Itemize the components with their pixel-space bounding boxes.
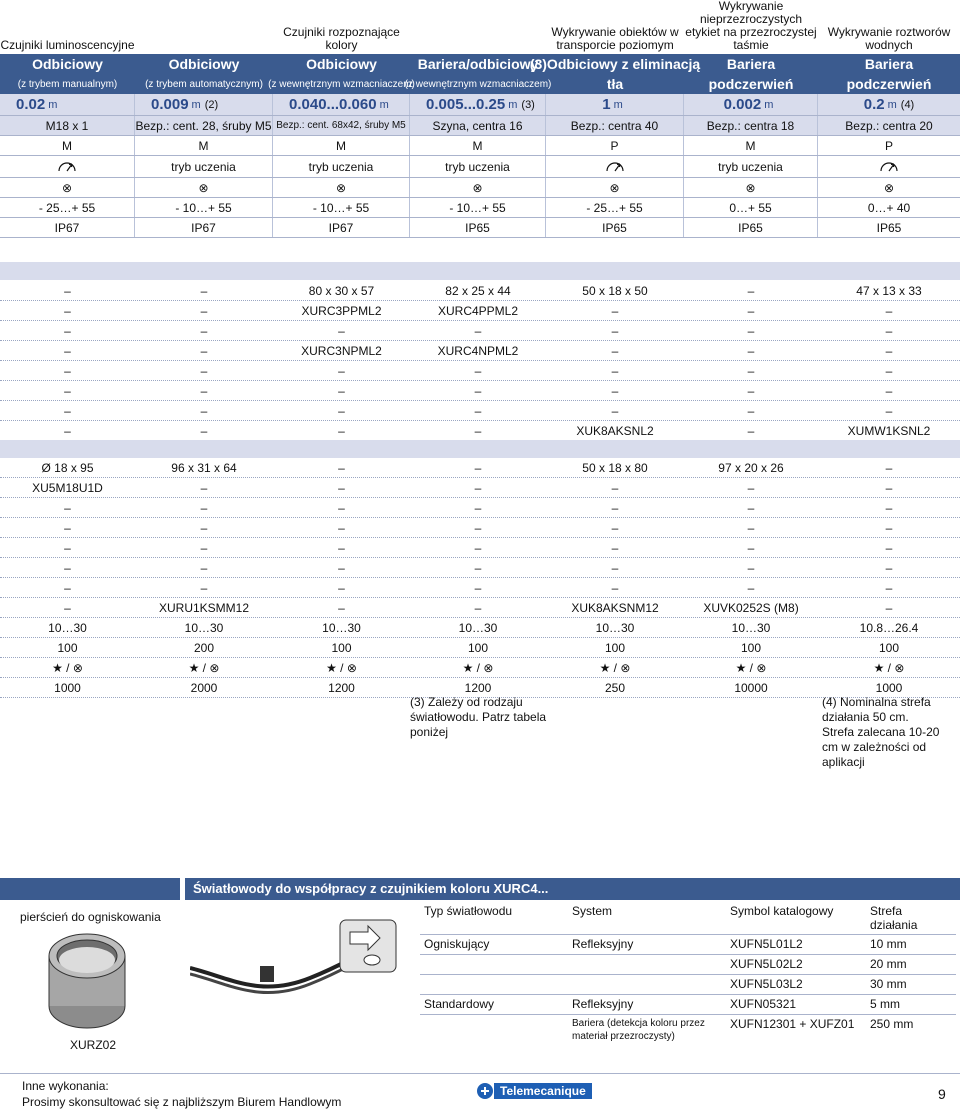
table-row [0,458,960,478]
range-cell: 0.002 m [684,94,818,115]
table-cell: XURC3NPML2 [301,343,382,358]
housing-cell: Bezp.: cent. 68x42, śruby M5 [273,116,410,135]
table-cell: – [64,383,71,398]
table-cell: – [338,480,345,495]
table-cell: – [200,323,208,338]
table-row [0,401,960,421]
table-cell: – [64,520,71,535]
type-row [0,54,960,74]
table-cell: – [747,343,755,358]
table-row [0,341,960,361]
footer-divider [0,1073,960,1074]
mode-cell: (z wewnętrznym wzmacniaczem) [268,78,415,90]
table-cell [568,955,726,975]
ip-cell: IP65 [410,218,546,237]
temperature-row [0,198,960,218]
ring-label: pierścień do ogniskowania [20,910,161,924]
cross-circle-icon: ⊗ [546,178,684,197]
table-cell: – [885,460,893,475]
column-headers [0,0,960,54]
table-cell: – [474,540,482,555]
table-cell: XUFN12301 + XUFZ01 [730,1017,855,1031]
teach-cell: tryb uczenia [684,156,818,177]
table-cell: – [885,600,893,615]
table-cell: 100 [604,640,626,655]
col-header-3: Czujniki rozpoznające kolory [283,25,400,52]
table-cell: – [200,363,208,378]
setting-cell: M [135,136,273,155]
table-row [420,1015,956,1046]
col-header-1: Czujniki luminoscencyjne [0,38,135,52]
mode-cell: tła [606,76,624,92]
housing-cell: M18 x 1 [0,116,135,135]
table-cell: 30 mm [866,975,956,995]
table-cell: – [747,423,755,438]
range-row [0,94,960,116]
table-cell: ★ / ⊗ [326,660,357,675]
footer-line-1: Inne wykonania: [22,1079,109,1093]
temp-cell: - 10…+ 55 [273,198,410,217]
table-cell: 1200 [464,680,492,695]
table-cell: – [64,323,71,338]
setting-row [0,136,960,156]
table-cell: – [885,343,893,358]
table-cell: 5 mm [866,995,956,1015]
col-header-6: Wykrywanie nieprzezroczystych etykiet na przezroczystej taśmie [685,0,817,52]
table-cell: 10…30 [595,620,635,635]
table-cell: – [200,303,208,318]
cross-circle-icon: ⊗ [883,180,895,195]
table-cell: – [338,500,345,515]
table-cell: – [64,423,71,438]
table-cell: – [474,423,482,438]
cross-circle-icon: ⊗ [0,178,135,197]
table-cell: ★ / ⊗ [462,660,494,675]
potentiometer-icon [546,156,684,177]
table-row [0,638,960,658]
teach-cell: tryb uczenia [410,156,546,177]
table-cell: 10…30 [184,620,224,635]
table-cell: XUFN5L01L2 [726,935,866,955]
table-cell: 10000 [734,680,768,695]
type-cell: (3)Odbiciowy z eliminacją [529,56,701,72]
setting-cell: P [884,138,893,153]
potentiometer-icon [818,156,960,177]
cross-circle-icon: ⊗ [135,178,273,197]
table-cell: – [885,480,893,495]
type-cell: Odbiciowy [32,56,103,72]
table-cell: XUK8AKSNL2 [576,423,654,438]
table-cell: 250 [604,680,626,695]
table-cell: – [611,520,619,535]
table-cell: – [200,540,208,555]
table-cell: 100 [740,640,762,655]
range-cell: 0.2 m (4) [863,96,915,113]
logo-mark-icon [476,1082,494,1100]
table-cell [420,955,568,975]
col-header-5: Wykrywanie obiektów w transporcie poziomym [551,25,679,52]
cross-circle-icon: ⊗ [273,178,410,197]
table-cell: – [885,363,893,378]
table-cell [420,1015,568,1046]
table-header: System [568,902,726,935]
table-cell [420,975,568,995]
housing-cell: Bezp.: centra 40 [546,116,684,135]
table-cell: ★ / ⊗ [52,660,83,675]
table-cell: – [611,363,619,378]
table-cell: – [64,363,71,378]
table-cell: – [474,560,482,575]
type-cell: Odbiciowy [306,56,377,72]
table-cell: – [338,560,345,575]
table-cell: XUFN5L02L2 [726,955,866,975]
table-cell [568,975,726,995]
table-cell: – [64,403,71,418]
table-cell: 100 [878,640,900,655]
table-cell: – [338,403,345,418]
page-number: 9 [938,1086,946,1102]
table-cell: 96 x 31 x 64 [171,460,237,475]
table-cell: – [64,540,71,555]
table-cell: – [885,520,893,535]
table-cell: – [474,363,482,378]
table-header-row [420,902,956,935]
table-cell: – [64,303,71,318]
mode-cell: podczerwień [846,76,932,92]
mode-cell: (z trybem automatycznym) [145,78,263,90]
table-cell: XURC4NPML2 [437,343,519,358]
table-row [0,361,960,381]
table-row [0,321,960,341]
table-cell: ★ / ⊗ [188,660,220,675]
setting-cell: M [273,136,410,155]
table-cell: – [611,343,619,358]
setting-cell: M [410,136,546,155]
table-cell: – [200,500,208,515]
table-row [0,538,960,558]
table-cell: 1000 [875,680,903,695]
table-cell: – [200,480,208,495]
table-cell: 250 mm [870,1017,914,1031]
table-cell: 2000 [190,680,218,695]
type-cell: Odbiciowy [168,56,240,72]
table-row [0,598,960,618]
footer-line-2: Prosimy skonsultować się z najbliższym Biurem Handlowym [22,1095,342,1109]
teach-row [0,156,960,178]
cross-circle-icon: ⊗ [684,178,818,197]
table-cell: – [747,283,755,298]
table-row [0,558,960,578]
table-cell: 50 x 18 x 50 [582,283,648,298]
range-cell: 0.02 m [0,94,135,115]
ip-row [0,218,960,238]
table-cell: – [747,540,755,555]
table-cell: – [747,520,755,535]
cross-circle-icon: ⊗ [410,178,546,197]
brand-logo [476,1083,592,1099]
table-cell: – [338,540,345,555]
symbol-row [0,178,960,198]
table-cell: XURC4PPML2 [437,303,519,318]
table-cell: – [474,520,482,535]
table-row [0,421,960,441]
table-cell: – [338,423,345,438]
table-cell: ★ / ⊗ [599,660,631,675]
table-header: Typ światłowodu [420,902,568,935]
type-cell: Bariera [864,56,914,72]
table-cell: – [885,403,893,418]
table-cell: – [611,403,619,418]
setting-cell: P [546,136,684,155]
table-cell: – [611,580,619,595]
table-header: Strefa działania [866,902,956,935]
table-cell: – [474,480,482,495]
ip-cell: IP67 [273,218,410,237]
table-cell: 50 x 18 x 80 [582,460,648,475]
housing-cell: Szyna, centra 16 [410,116,546,135]
temp-cell: 0…+ 40 [867,200,911,215]
mode-cell: podczerwień [708,76,794,92]
table-cell: Refleksyjny [568,935,726,955]
table-cell: – [611,560,619,575]
footer-text [22,1078,341,1110]
potentiometer-icon [0,156,135,177]
table-cell: XUVK0252S (M8) [703,600,799,615]
table-row [0,381,960,401]
table-row [420,955,956,975]
range-cell: 0.005...0.25 m (3) [410,94,546,115]
table-cell: – [885,580,893,595]
col-header-4 [410,0,546,54]
table-cell: Standardowy [420,995,568,1015]
table-cell: – [474,460,482,475]
table-row [0,658,960,678]
section-band [0,262,960,280]
table-cell: – [338,520,345,535]
table-cell: – [885,383,893,398]
fiber-section-title: Światłowody do współpracy z czujnikiem koloru XURC4... [193,881,549,896]
table-cell: – [611,303,619,318]
table-cell: 100 [467,640,489,655]
table-cell: XU5M18U1D [32,480,103,495]
table-row [0,281,960,301]
housing-cell: Bezp.: centra 20 [845,118,933,133]
footnote-3: (3) Zależy od rodzaju światłowodu. Patrz tabela poniżej [410,695,547,739]
table-cell: 1200 [328,680,355,695]
table-cell: – [64,580,71,595]
mode-row [0,74,960,94]
table-cell: – [747,403,755,418]
table-row [0,578,960,598]
table-cell: – [885,540,893,555]
table-cell: – [338,600,345,615]
table-cell: – [747,323,755,338]
table-row [0,498,960,518]
table-cell: – [200,403,208,418]
table-cell: Ø 18 x 95 [41,460,94,475]
table-cell: 10…30 [731,620,771,635]
table-cell: – [611,540,619,555]
fiber-table [420,902,956,1045]
ip-cell: IP67 [135,218,273,237]
table-cell: Ogniskujący [420,935,568,955]
type-cell: Bariera/odbiciowy [417,56,539,72]
table-cell: XUFN5L03L2 [726,975,866,995]
housing-cell: Bezp.: cent. 28, śruby M5 [135,116,273,135]
table-cell: 200 [193,640,215,655]
teach-cell: tryb uczenia [135,156,273,177]
housing-cell: Bezp.: centra 18 [684,116,818,135]
table-cell: – [200,343,208,358]
table-cell: – [200,423,208,438]
table-cell: ★ / ⊗ [873,660,905,675]
table-cell: – [747,383,755,398]
table-cell: 82 x 25 x 44 [445,283,511,298]
table-cell: – [474,323,482,338]
table-cell: – [747,580,755,595]
table-cell: – [474,600,482,615]
table-cell: XUK8AKSNM12 [571,600,659,615]
type-cell: Bariera [726,56,776,72]
table-cell: – [611,480,619,495]
table-cell: – [200,283,208,298]
table-cell: 10…30 [322,620,361,635]
temp-cell: - 10…+ 55 [135,198,273,217]
table-cell: – [200,383,208,398]
table-row [420,995,956,1015]
table-cell: – [338,323,345,338]
table-cell: – [474,500,482,515]
table-row [0,301,960,321]
range-cell: 1 m [546,94,684,115]
ip-cell: IP65 [876,220,902,235]
table-cell: Bariera (detekcja koloru przez materiał przezroczysty) [572,1018,705,1042]
col-header-7: Wykrywanie roztworów wodnych [827,25,951,52]
ip-cell: IP67 [0,218,135,237]
fiber-optic-image [190,908,410,1018]
table-cell: – [338,363,345,378]
table-cell: – [200,560,208,575]
table-cell: – [885,303,893,318]
table-cell: – [64,600,71,615]
footnote-4: (4) Nominalna strefa działania 50 cm. Strefa zalecana 10-20 cm w zależności od aplikacji [822,695,940,769]
table-cell: – [611,383,619,398]
table-cell: – [747,560,755,575]
ip-cell: IP65 [546,218,684,237]
table-cell: XURU1KSMM12 [158,600,250,615]
table-cell: 100 [331,640,352,655]
table-cell: Refleksyjny [568,995,726,1015]
table-cell: – [611,500,619,515]
temp-cell: - 10…+ 55 [410,198,546,217]
ring-code: XURZ02 [70,1038,117,1052]
table-cell: – [200,580,208,595]
table-cell: 10…30 [458,620,498,635]
table-cell: 100 [57,640,78,655]
temp-cell: - 25…+ 55 [0,198,135,217]
table-cell: – [474,580,482,595]
table-cell: – [64,343,71,358]
table-cell: – [200,520,208,535]
table-cell: XURC3PPML2 [301,303,382,318]
table-cell: – [747,500,755,515]
ip-cell: IP65 [684,218,818,237]
focusing-ring-image [44,928,130,1034]
table-cell: – [338,460,345,475]
mode-cell: (z wewnętrznym wzmacniaczem) [404,78,552,90]
setting-cell: M [0,136,135,155]
table-cell: – [338,383,345,398]
table-cell: – [474,383,482,398]
table-cell: 10…30 [48,620,87,635]
table-cell: – [474,403,482,418]
table-cell: – [885,323,893,338]
table-cell: 20 mm [866,955,956,975]
table-cell: – [885,560,893,575]
table-cell: – [64,283,71,298]
table-row [0,618,960,638]
setting-cell: M [684,136,818,155]
table-header: Symbol katalogowy [726,902,866,935]
table-cell: 97 x 20 x 26 [718,460,784,475]
temp-cell: 0…+ 55 [684,198,818,217]
table-row [420,975,956,995]
table-cell: – [747,480,755,495]
logo-text: Telemecanique [494,1083,592,1099]
temp-cell: - 25…+ 55 [546,198,684,217]
table-cell: 10.8…26.4 [859,620,919,635]
range-cell: 0.009 m (2) [135,94,273,115]
table-row [0,478,960,498]
section-band [0,440,960,458]
table-cell: 10 mm [866,935,956,955]
table-cell: – [338,580,345,595]
table-cell: 47 x 13 x 33 [856,283,922,298]
table-cell: – [64,500,71,515]
col-header-2 [135,0,273,54]
table-cell: – [611,323,619,338]
housing-row [0,116,960,136]
table-cell: 80 x 30 x 57 [308,283,375,298]
table-cell: – [747,303,755,318]
table-cell: – [885,500,893,515]
table-cell: XUFN05321 [726,995,866,1015]
table-cell: – [747,363,755,378]
table-cell: ★ / ⊗ [735,660,767,675]
table-row [0,518,960,538]
table-row [420,935,956,955]
teach-cell: tryb uczenia [273,156,410,177]
range-cell: 0.040...0.060 m [273,94,410,115]
table-cell: XUMW1KSNL2 [847,423,931,438]
table-cell: 1000 [54,680,81,695]
table-cell: – [64,560,71,575]
mode-cell: (z trybem manualnym) [17,78,118,90]
